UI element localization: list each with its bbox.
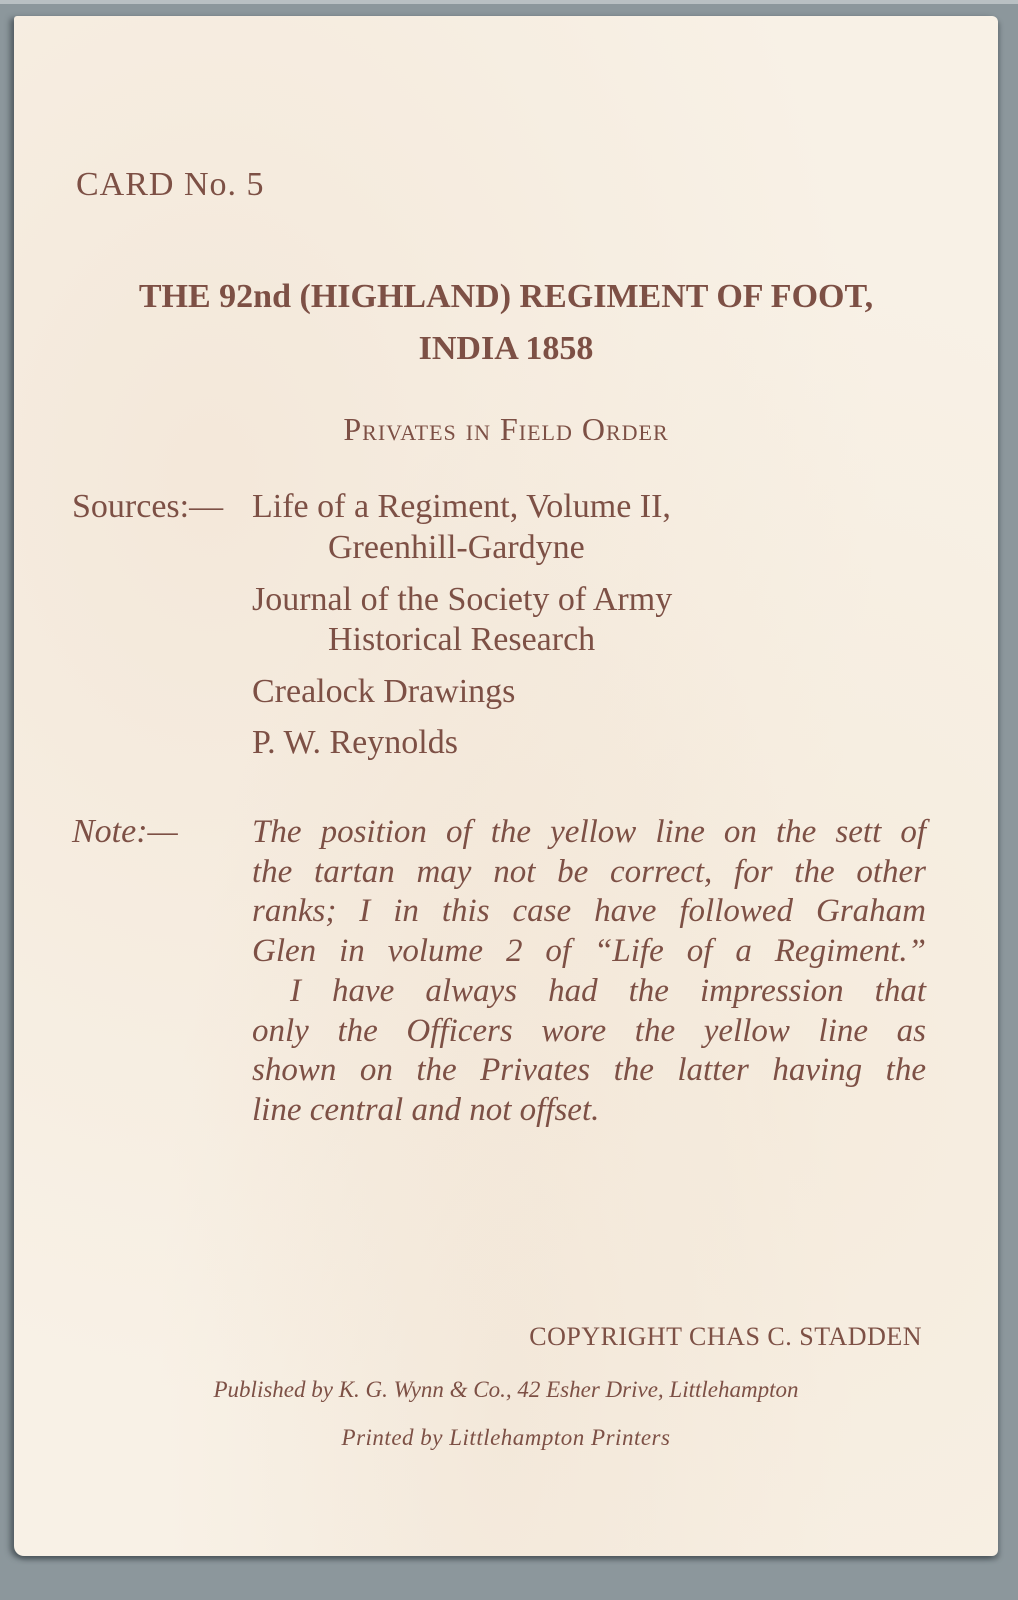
source-item-3: Crealock Drawings [252, 673, 516, 710]
title-line-1: THE 92nd (HIGHLAND) REGIMENT OF FOOT, [138, 278, 874, 315]
source-item-2-line-2: Historical Research [328, 621, 596, 658]
publisher-line: Published by K. G. Wynn & Co., 42 Esher Drive, Littlehampton [213, 1377, 799, 1402]
note-label: Note:— [72, 813, 178, 850]
title-line-2: INDIA 1858 [418, 330, 594, 367]
source-item-1-line-2: Greenhill-Gardyne [328, 529, 585, 566]
copyright-line: COPYRIGHT CHAS C. STADDEN [529, 1322, 922, 1351]
subtitle: Privates in Field Order [343, 411, 669, 447]
note-line: line central and not offset. [252, 1091, 600, 1128]
sources-label: Sources:— [72, 488, 224, 525]
note-line: Glen in volume 2 of “Life of a Regiment.” [252, 933, 926, 970]
note-line: only the Officers wore the yellow line as [252, 1012, 926, 1049]
card-number: CARD No. 5 [76, 166, 265, 203]
source-item-2-line-1: Journal of the Society of Army [252, 581, 673, 618]
postcard-back [14, 16, 998, 1556]
note-line: I have always had the impression that [290, 972, 926, 1009]
note-line: shown on the Privates the latter having the [252, 1052, 926, 1089]
source-item-1-line-1: Life of a Regiment, Volume II, [252, 488, 671, 525]
note-line: The position of the yellow line on the sett of [252, 814, 926, 850]
note-line: ranks; I in this case have followed Graham [252, 893, 926, 930]
note-line: the tartan may not be correct, for the other [252, 853, 926, 890]
note-body [252, 813, 926, 1131]
printer-line: Printed by Littlehampton Printers [341, 1425, 671, 1450]
source-item-4: P. W. Reynolds [252, 724, 458, 761]
scan-backdrop-edge [0, 0, 1018, 4]
